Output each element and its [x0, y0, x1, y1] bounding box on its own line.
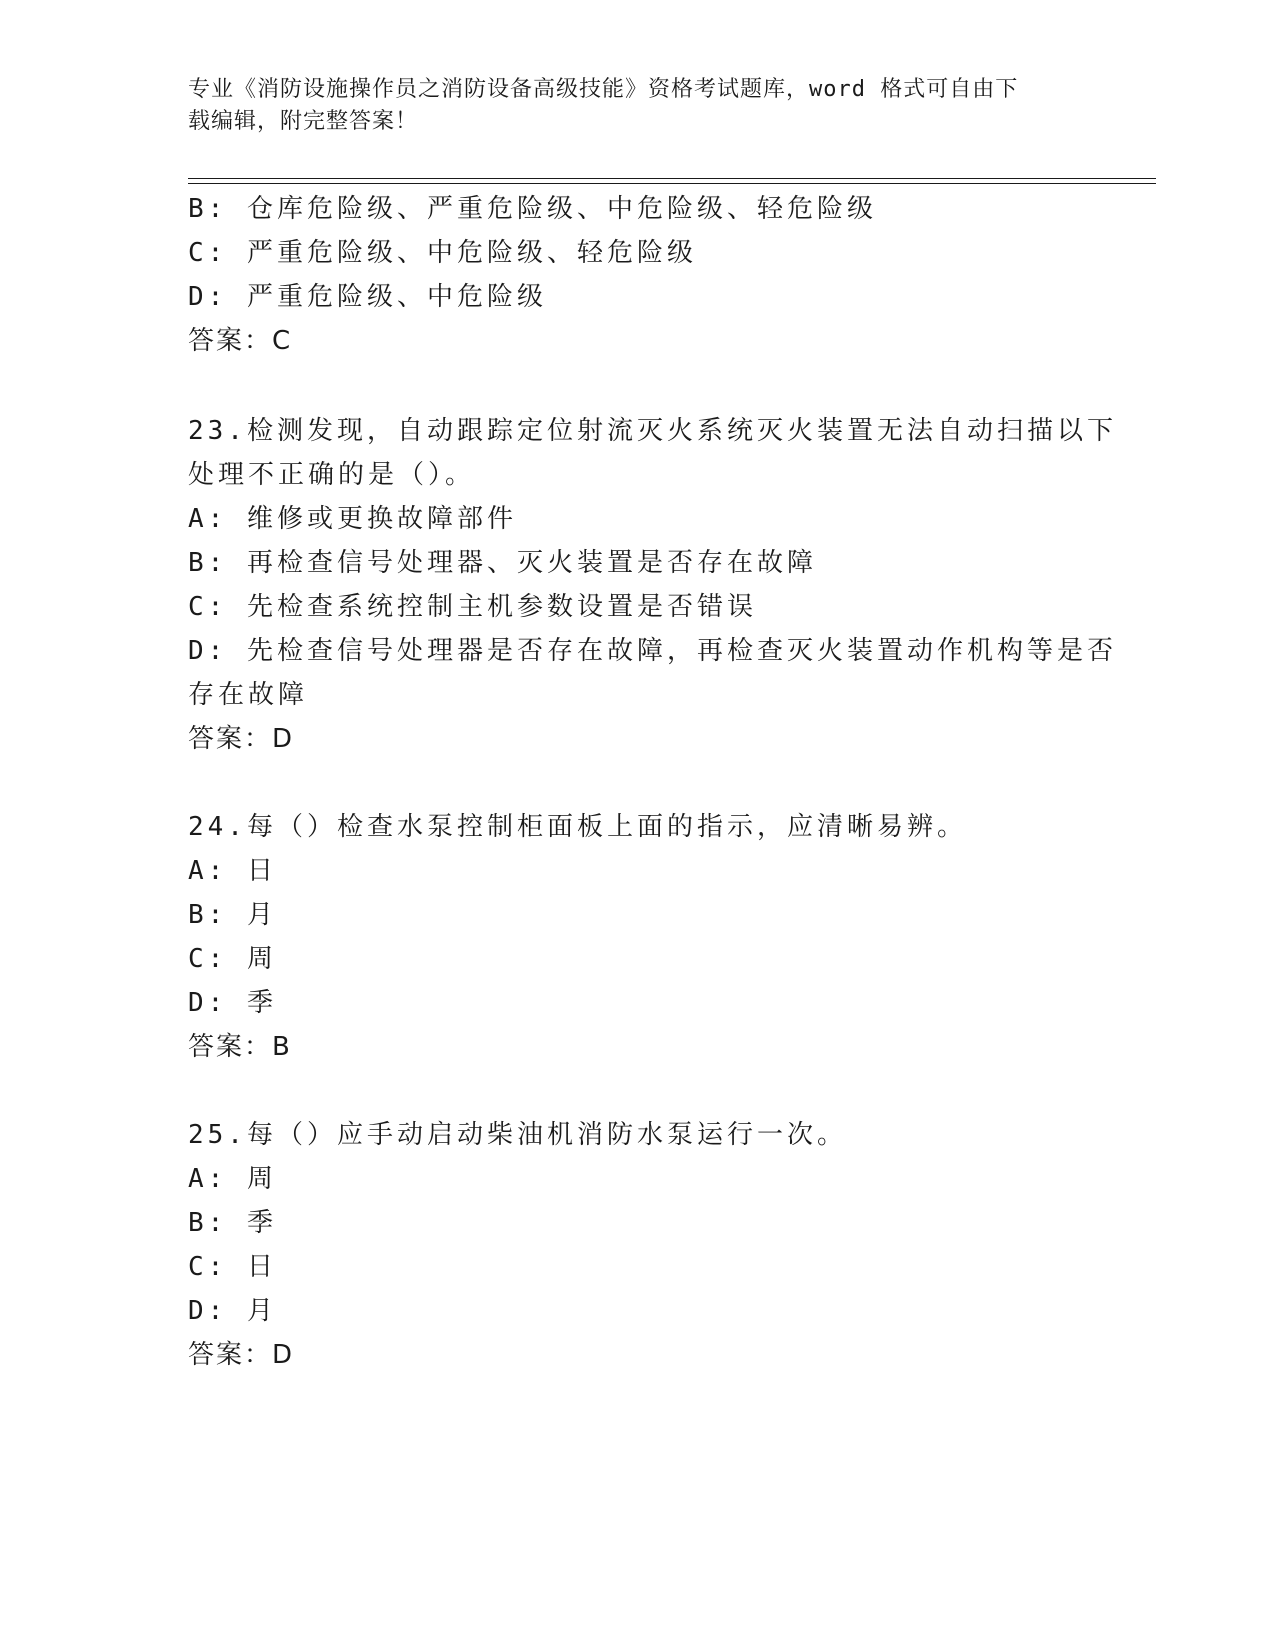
header-divider-top — [188, 178, 1156, 179]
q25-answer: 答案：D — [188, 1340, 295, 1370]
q25-option-c: C: 日 — [188, 1252, 277, 1282]
q23-stem-line-2: 处理不正确的是（）。 — [188, 460, 476, 490]
q23-stem-line-1: 23.检测发现，自动跟踪定位射流灭火系统灭火装置无法自动扫描以下 — [188, 416, 1117, 446]
q24-option-b: B: 月 — [188, 900, 277, 930]
header-line-2: 载编辑，附完整答案！ — [188, 109, 419, 134]
q24-option-c: C: 周 — [188, 944, 277, 974]
header-divider-bottom — [188, 183, 1156, 184]
header-line-1: 专业《消防设施操作员之消防设备高级技能》资格考试题库，word 格式可自由下 — [188, 77, 1019, 102]
document-header — [188, 74, 1088, 138]
q22-answer: 答案：C — [188, 326, 293, 356]
q23-option-c: C: 先检查系统控制主机参数设置是否错误 — [188, 592, 757, 622]
q24-option-d: D: 季 — [188, 988, 277, 1018]
q23-answer: 答案：D — [188, 724, 295, 754]
q25-option-b: B: 季 — [188, 1208, 277, 1238]
q23-option-a: A: 维修或更换故障部件 — [188, 504, 517, 534]
q22-option-b: B: 仓库危险级、严重危险级、中危险级、轻危险级 — [188, 194, 877, 224]
q24-option-a: A: 日 — [188, 856, 277, 886]
q25-option-a: A: 周 — [188, 1164, 277, 1194]
q22-option-c: C: 严重危险级、中危险级、轻危险级 — [188, 238, 697, 268]
q22-option-d: D: 严重危险级、中危险级 — [188, 282, 547, 312]
q23-option-d-line-1: D: 先检查信号处理器是否存在故障，再检查灭火装置动作机构等是否 — [188, 636, 1117, 666]
q24-answer: 答案：B — [188, 1032, 292, 1062]
q25-stem: 25.每（）应手动启动柴油机消防水泵运行一次。 — [188, 1120, 847, 1150]
q25-option-d: D: 月 — [188, 1296, 277, 1326]
q23-option-d-line-2: 存在故障 — [188, 680, 309, 710]
q23-option-b: B: 再检查信号处理器、灭火装置是否存在故障 — [188, 548, 817, 578]
q24-stem: 24.每（）检查水泵控制柜面板上面的指示，应清晰易辨。 — [188, 812, 967, 842]
